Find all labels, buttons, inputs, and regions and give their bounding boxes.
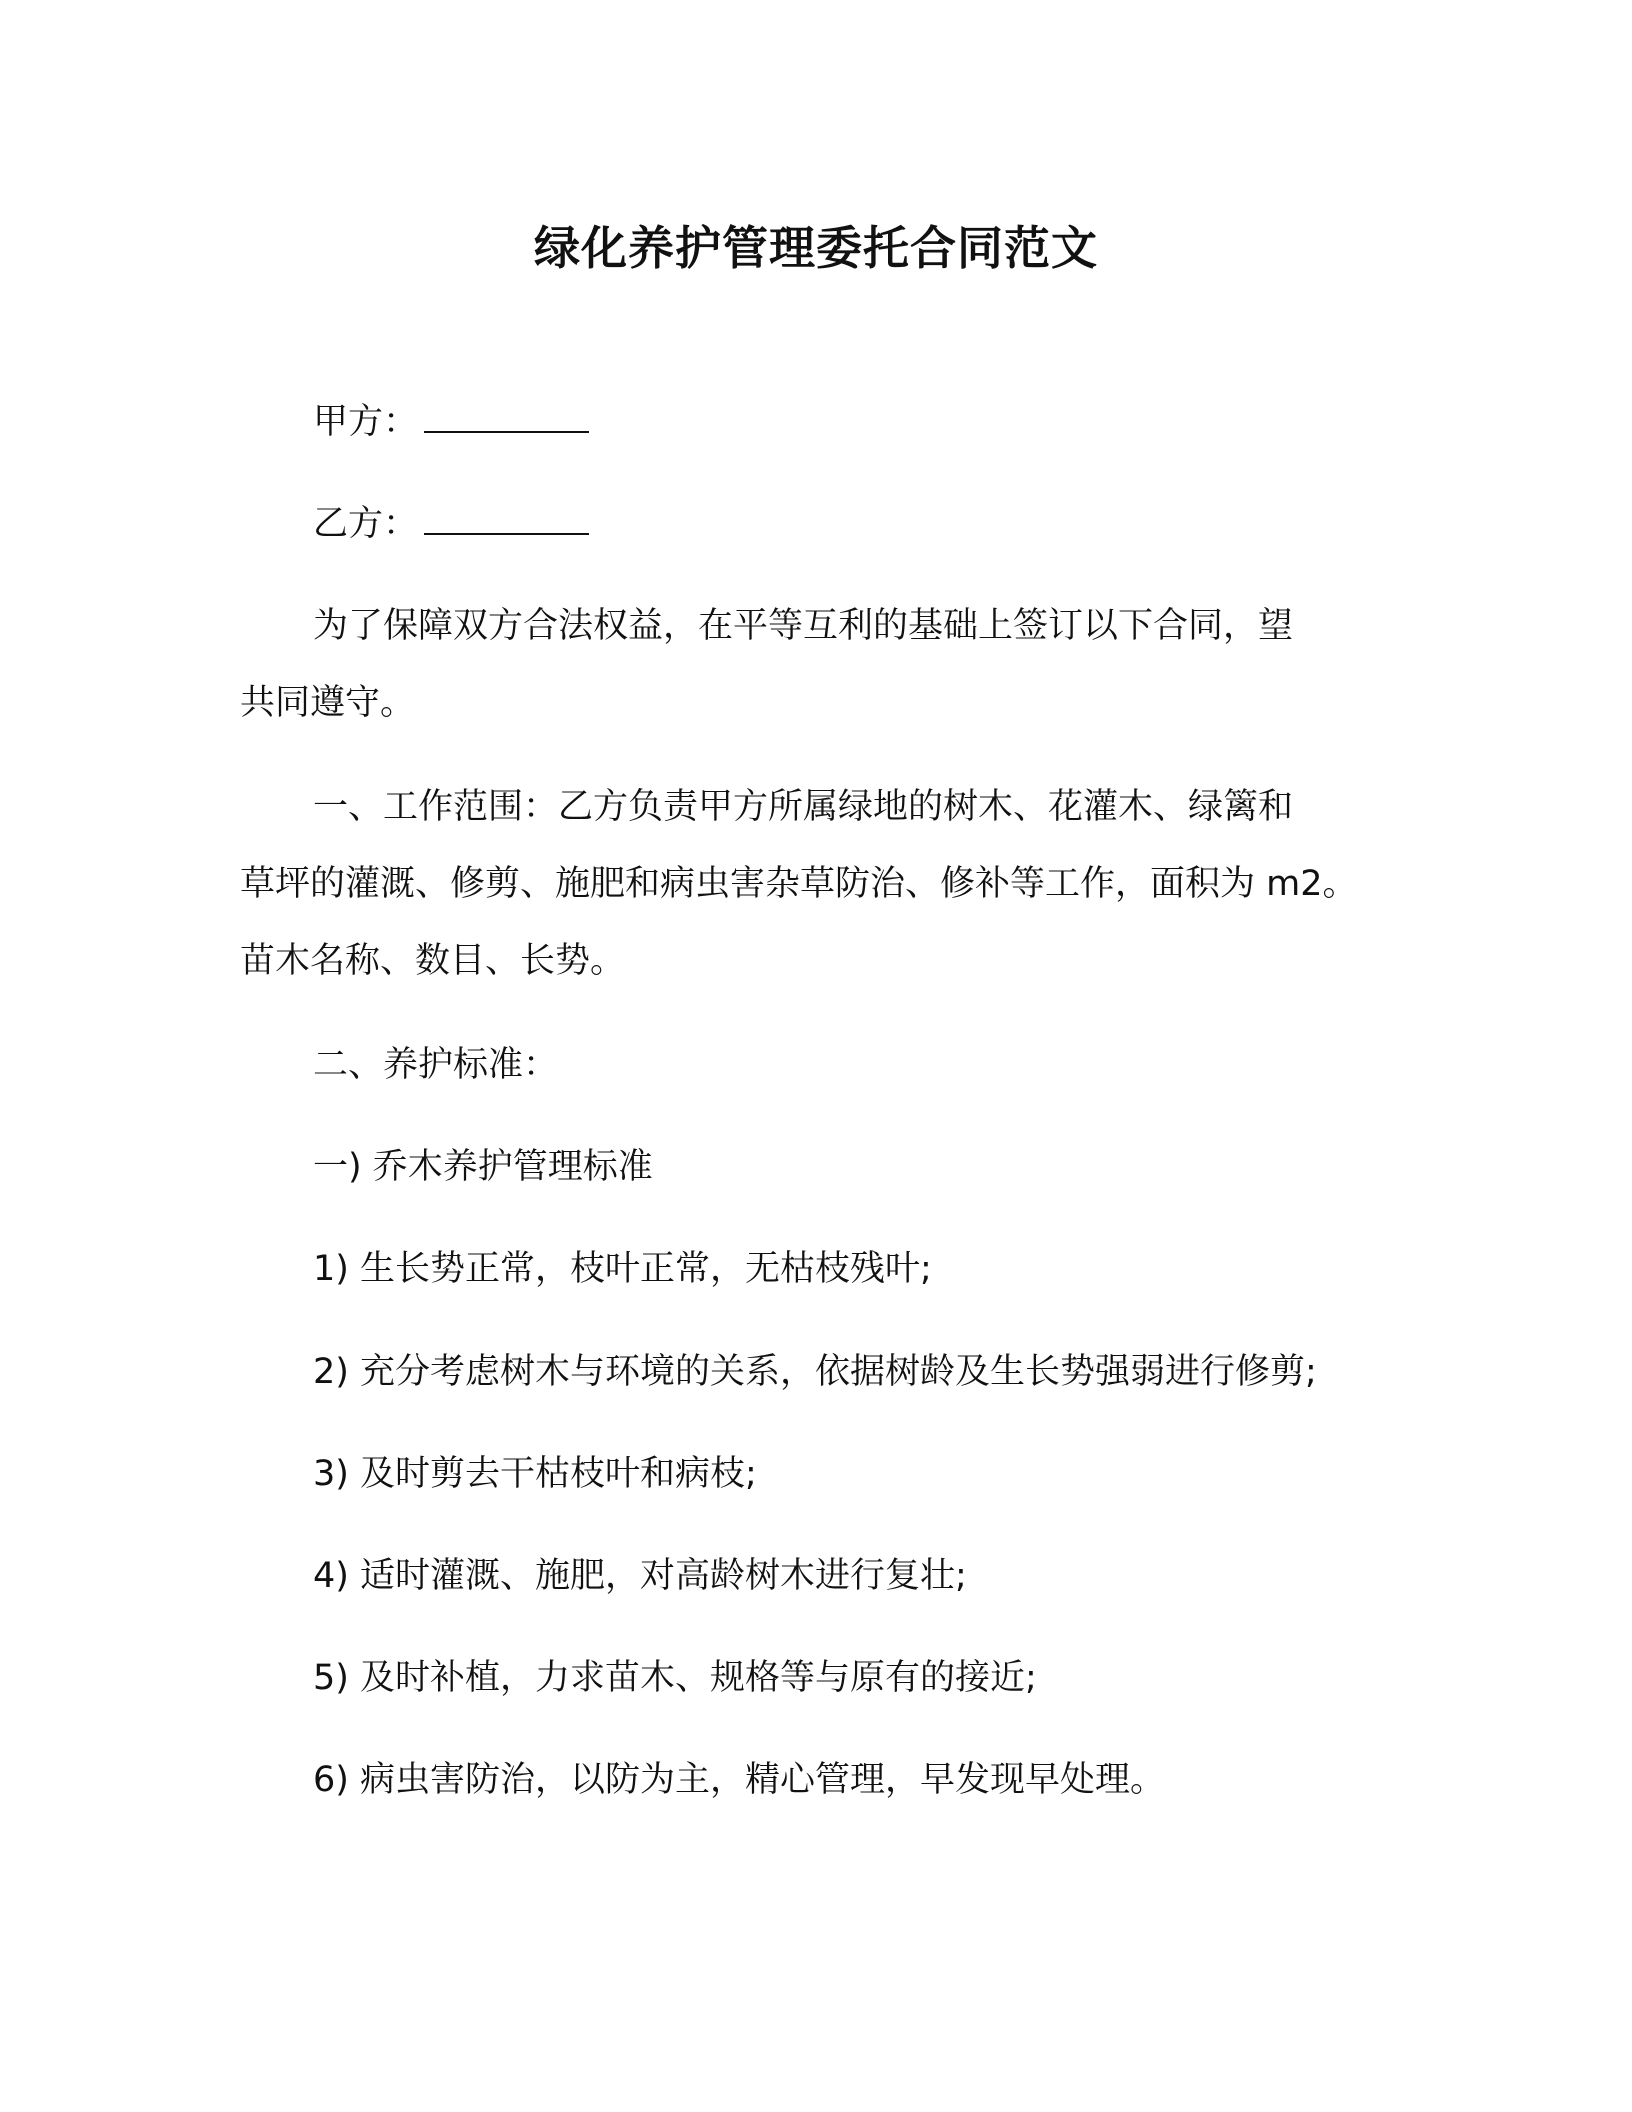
list-item: 3) 及时剪去干枯枝叶和病枝; <box>313 1454 757 1494</box>
party-a-line <box>313 398 589 446</box>
list-item: 4) 适时灌溉、施肥，对高龄树木进行复壮; <box>313 1556 967 1596</box>
subsection1-heading: 一) 乔木养护管理标准 <box>313 1147 653 1187</box>
list-item: 5) 及时补植，力求苗木、规格等与原有的接近; <box>313 1658 1037 1698</box>
section1-line-3: 苗木名称、数目、长势。 <box>240 941 626 981</box>
list-item: 1) 生长势正常，枝叶正常，无枯枝残叶; <box>313 1249 932 1289</box>
section2-heading: 二、养护标准： <box>313 1045 559 1085</box>
document-title: 绿化养护管理委托合同范文 <box>534 221 1098 275</box>
party-b-line <box>313 500 589 548</box>
section1-line-1: 一、工作范围：乙方负责甲方所属绿地的树木、花灌木、绿篱和 <box>313 787 1294 827</box>
intro-line-1: 为了保障双方合法权益，在平等互利的基础上签订以下合同，望 <box>313 606 1294 646</box>
list-item: 2) 充分考虑树木与环境的关系，依据树龄及生长势强弱进行修剪; <box>313 1352 1317 1392</box>
section1-line-2: 草坪的灌溉、修剪、施肥和病虫害杂草防治、修补等工作，面积为 m2。 <box>240 864 1358 904</box>
party-b-blank <box>424 503 589 535</box>
party-a-label: 甲方： <box>313 402 419 442</box>
party-a-blank <box>424 401 589 433</box>
list-item: 6) 病虫害防治，以防为主，精心管理，早发现早处理。 <box>313 1760 1166 1800</box>
party-b-label: 乙方： <box>313 504 419 544</box>
intro-line-2: 共同遵守。 <box>240 683 416 723</box>
